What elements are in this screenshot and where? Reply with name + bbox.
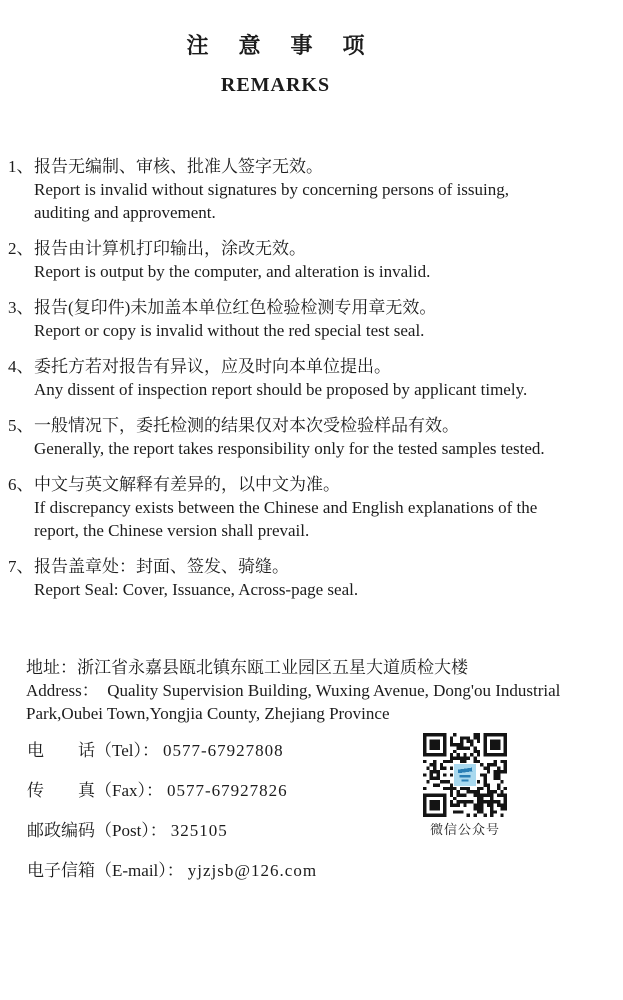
note-item bbox=[8, 555, 543, 601]
qr-caption: 微信公众号 bbox=[429, 822, 500, 837]
note-number: 7、 bbox=[8, 557, 34, 576]
address-zh: 地址：浙江省永嘉县瓯北镇东瓯工业园区五星大道质检大楼 bbox=[26, 658, 468, 677]
note-text-zh: 委托方若对报告有异议，应及时向本单位提出。 bbox=[34, 357, 391, 376]
address-en: Park,Oubei Town,Yongjia County, Zhejiang Province bbox=[26, 704, 390, 723]
note-text-en: Any dissent of inspection report should be proposed by applicant timely. bbox=[34, 380, 528, 399]
note-number: 6、 bbox=[8, 475, 34, 494]
page-subtitle: REMARKS bbox=[220, 74, 331, 96]
note-text-en: report, the Chinese version shall prevail. bbox=[34, 521, 310, 540]
fax-label: 传 真（Fax）： bbox=[27, 781, 163, 800]
email-value: yjzjsb@126.com bbox=[187, 861, 318, 880]
note-text-en: If discrepancy exists between the Chinese and English explanations of the bbox=[34, 498, 538, 517]
wechat-qr-block bbox=[423, 733, 507, 837]
fax-value: 0577-67927826 bbox=[167, 781, 288, 800]
note-text-en: Generally, the report takes responsibility only for the tested samples tested. bbox=[34, 439, 545, 458]
contact-row-email bbox=[27, 861, 543, 881]
note-number: 2、 bbox=[8, 239, 34, 258]
note-item bbox=[8, 473, 543, 542]
page-title: 注意事项 bbox=[186, 33, 395, 58]
note-text-en: Report is output by the computer, and alteration is invalid. bbox=[34, 262, 431, 281]
remarks-list bbox=[8, 155, 543, 601]
tel-label: 电 话（Tel）： bbox=[27, 741, 159, 760]
email-label: 电子信箱（E-mail）： bbox=[27, 861, 184, 880]
note-text-zh: 报告由计算机打印输出，涂改无效。 bbox=[34, 239, 306, 258]
note-text-en: Report Seal: Cover, Issuance, Across-page seal. bbox=[34, 580, 359, 599]
note-item bbox=[8, 355, 543, 401]
note-text-en: Report is invalid without signatures by concerning persons of issuing, bbox=[34, 180, 509, 199]
note-number: 5、 bbox=[8, 416, 34, 435]
note-number: 4、 bbox=[8, 357, 34, 376]
note-text-zh: 中文与英文解释有差异的，以中文为准。 bbox=[34, 475, 340, 494]
note-text-zh: 报告盖章处：封面、签发、骑缝。 bbox=[34, 557, 289, 576]
post-value: 325105 bbox=[170, 821, 228, 840]
note-text-zh: 报告(复印件)未加盖本单位红色检验检测专用章无效。 bbox=[34, 298, 437, 317]
note-text-en: Report or copy is invalid without the red special test seal. bbox=[34, 321, 425, 340]
address-en: Address： Quality Supervision Building, Wuxing Avenue, Dong'ou Industrial bbox=[26, 681, 561, 700]
note-item bbox=[8, 155, 543, 224]
note-number: 3、 bbox=[8, 298, 34, 317]
note-item bbox=[8, 296, 543, 342]
note-number: 1、 bbox=[8, 157, 34, 176]
tel-value: 0577-67927808 bbox=[162, 741, 284, 760]
wechat-qr-code-icon bbox=[423, 733, 507, 817]
post-label: 邮政编码（Post）： bbox=[27, 821, 167, 840]
note-item bbox=[8, 414, 543, 460]
note-text-en: auditing and approvement. bbox=[34, 203, 216, 222]
note-item bbox=[8, 237, 543, 283]
note-text-zh: 报告无编制、审核、批准人签字无效。 bbox=[34, 157, 323, 176]
address-block bbox=[26, 656, 561, 725]
note-text-zh: 一般情况下，委托检测的结果仅对本次受检验样品有效。 bbox=[34, 416, 459, 435]
